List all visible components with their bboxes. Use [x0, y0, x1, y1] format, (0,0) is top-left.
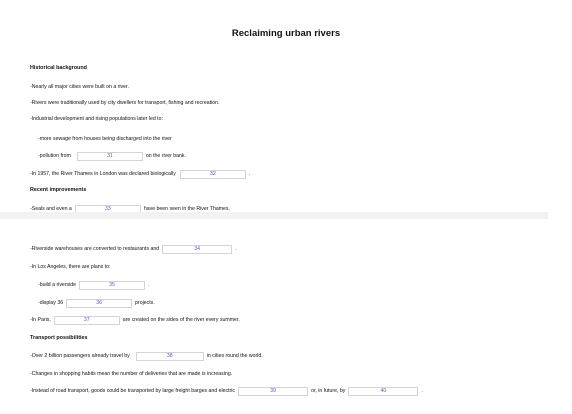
- text-fragment: -pollution from: [38, 153, 71, 159]
- text-line: -Changes in shopping habits mean the number of deliveries that are made is increasing.: [30, 371, 233, 377]
- text-fragment: .: [148, 282, 150, 288]
- text-line: -Nearly all major cities were built on a river.: [30, 84, 129, 90]
- text-line: [30, 170, 250, 179]
- text-fragment: -In Paris,: [30, 317, 51, 323]
- section-heading-historical: Historical background: [30, 65, 87, 71]
- text-fragment: in cities round the world.: [206, 353, 263, 359]
- text-line: -Rivers were traditionally used by city dwellers for transport, fishing and recreation.: [30, 100, 220, 106]
- text-fragment: have been seen in the River Thames.: [143, 206, 230, 212]
- text-fragment: -In 1957, the River Thames in London was declared biologically: [30, 171, 176, 177]
- text-fragment: projects.: [135, 300, 155, 306]
- text-line: [38, 281, 150, 290]
- text-fragment: -Instead of road transport, goods could be transported by large freight barges and electric: [30, 388, 236, 394]
- text-line: [30, 387, 423, 396]
- text-fragment: on the river bank.: [145, 153, 186, 159]
- section-heading-recent: Recent improvements: [30, 187, 87, 193]
- answer-input-37[interactable]: 37: [54, 316, 120, 325]
- page-divider: [0, 212, 548, 219]
- text-fragment: -build a riverside: [38, 282, 77, 288]
- answer-input-34[interactable]: 34: [162, 245, 232, 254]
- text-fragment: -Riverside warehouses are converted to restaurants and: [30, 246, 160, 252]
- answer-input-33[interactable]: 33: [75, 205, 141, 214]
- text-fragment: are created on the sides of the river every summer.: [122, 317, 240, 323]
- text-line: [38, 152, 186, 161]
- answer-input-32[interactable]: 32: [180, 170, 246, 179]
- text-fragment: or, in future, by: [311, 388, 346, 394]
- answer-input-40[interactable]: 40: [348, 387, 418, 396]
- text-fragment: .: [248, 171, 251, 177]
- text-line: -Industrial development and rising populations later led to:: [30, 116, 163, 122]
- answer-input-31[interactable]: 31: [77, 152, 143, 161]
- text-fragment: .: [421, 388, 423, 394]
- text-line: -In Los Angeles, there are plans to:: [30, 264, 111, 270]
- text-fragment: -Seals and even a: [30, 206, 72, 212]
- answer-input-39[interactable]: 39: [238, 387, 308, 396]
- text-fragment: -Over 2 billion passengers already travel by: [30, 353, 130, 359]
- answer-input-35[interactable]: 35: [79, 281, 145, 290]
- text-line: [30, 245, 237, 254]
- text-line: [30, 352, 263, 361]
- answer-input-36[interactable]: 36: [66, 299, 132, 308]
- answer-input-38[interactable]: 38: [136, 352, 204, 361]
- page-title: Reclaiming urban rivers: [231, 28, 341, 39]
- text-fragment: -display 36: [38, 300, 64, 306]
- text-fragment: .: [235, 246, 237, 252]
- text-line: [30, 316, 240, 325]
- text-line: -more sewage from houses being discharged into the river: [38, 136, 172, 142]
- section-heading-transport: Transport possibilities: [30, 335, 88, 341]
- text-line: [38, 299, 155, 308]
